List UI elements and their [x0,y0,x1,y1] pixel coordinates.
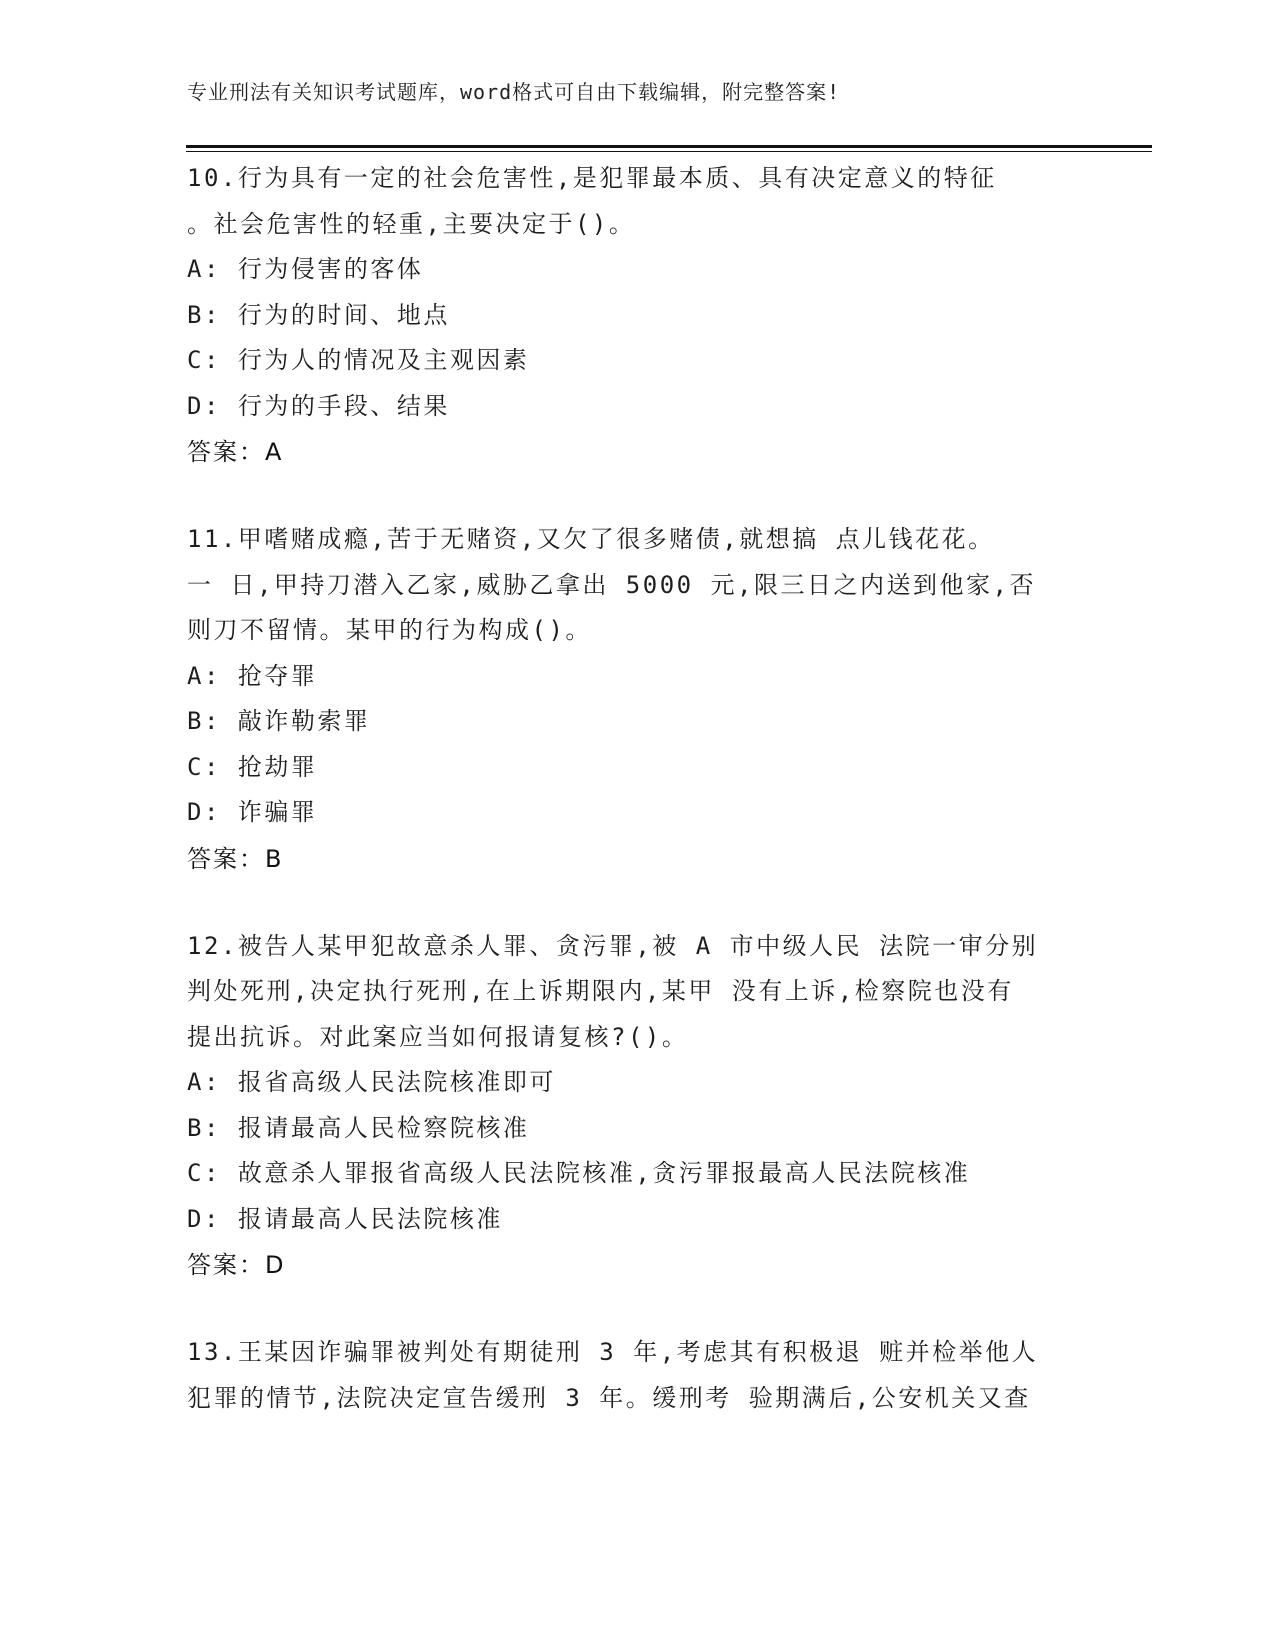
question-list [187,156,1127,1463]
option-d: D: 报请最高人民法院核准 [187,1204,503,1233]
option-c: C: 故意杀人罪报省高级人民法院核准,贪污罪报最高人民法院核准 [187,1159,971,1187]
option-a: A: 行为侵害的客体 [187,255,424,283]
question-stem-line: 提出抗诉。对此案应当如何报请复核?()。 [187,1022,689,1051]
question-10 [187,156,1127,475]
option-a: A: 报省高级人民法院核准即可 [187,1068,556,1096]
option-b: B: 行为的时间、地点 [187,300,450,329]
question-stem-line: 。社会危害性的轻重,主要决定于()。 [187,209,636,238]
answer-line: 答案：B [187,844,284,873]
question-11 [187,517,1127,882]
header-divider-thin [186,151,1152,152]
header-divider-thick [186,145,1152,148]
question-stem-line: 则刀不留情。某甲的行为构成()。 [187,616,592,644]
question-13 [187,1330,1127,1421]
question-stem-line: 13.王某因诈骗罪被判处有期徒刑 3 年,考虑其有积极退 赃并检举他人 [187,1338,1039,1366]
option-b: B: 敲诈勒索罪 [187,707,371,735]
question-stem-line: 犯罪的情节,法院决定宣告缓刑 3 年。缓刑考 验期满后,公安机关又查 [187,1383,1031,1412]
question-stem-line: 12.被告人某甲犯故意杀人罪、贪污罪,被 A 市中级人民 法院一审分别 [187,931,1039,960]
answer-line: 答案：D [187,1251,286,1279]
question-stem-line: 判处死刑,决定执行死刑,在上诉期限内,某甲 没有上诉,检察院也没有 [187,977,1014,1005]
question-stem-line: 10.行为具有一定的社会危害性,是犯罪最本质、具有决定意义的特征 [187,164,997,192]
option-d: D: 行为的手段、结果 [187,391,450,420]
option-c: C: 行为人的情况及主观因素 [187,346,530,374]
question-stem-line: 一 日,甲持刀潜入乙家,威胁乙拿出 5000 元,限三日之内送到他家,否 [187,570,1036,599]
question-stem-line: 11.甲嗜赌成瘾,苦于无赌资,又欠了很多赌债,就想搞 点儿钱花花。 [187,525,995,553]
question-12 [187,924,1127,1289]
answer-line: 答案：A [187,438,284,466]
option-a: A: 抢夺罪 [187,661,318,690]
option-c: C: 抢劫罪 [187,752,318,781]
option-b: B: 报请最高人民检察院核准 [187,1113,530,1142]
page-header: 专业刑法有关知识考试题库，word格式可自由下载编辑，附完整答案! [187,80,841,104]
option-d: D: 诈骗罪 [187,798,318,826]
